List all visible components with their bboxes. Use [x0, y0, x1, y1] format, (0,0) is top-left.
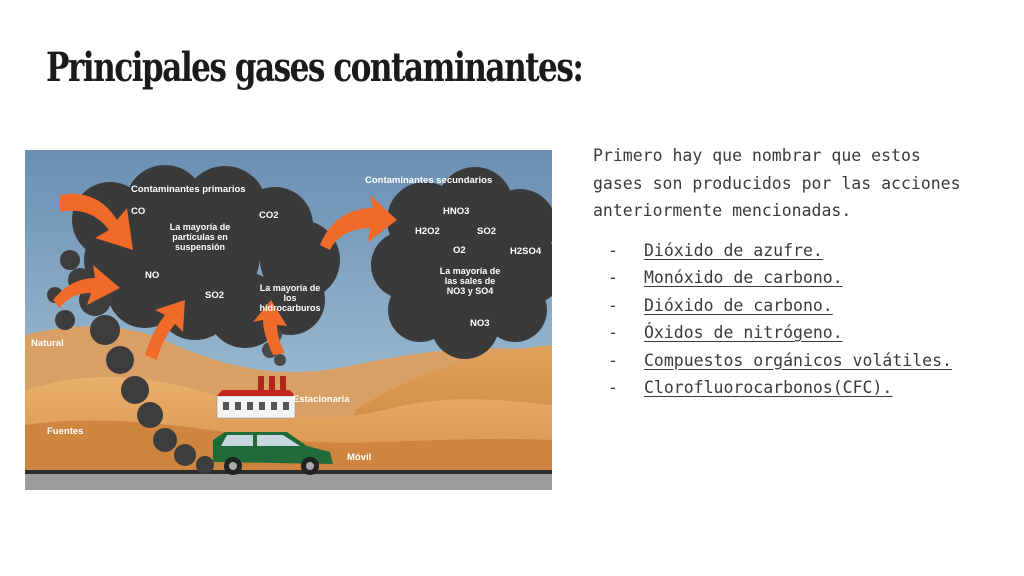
list-item: - Monóxido de carbono. — [608, 268, 843, 287]
label-hydro-2: los — [283, 293, 297, 303]
label-co: CO — [131, 206, 146, 217]
gas-link-carbon-monoxide[interactable]: Monóxido de carbono. — [644, 268, 843, 287]
label-particles-2: partículas en — [172, 232, 228, 242]
label-salts-3: NO3 y SO4 — [446, 286, 494, 296]
primary-header: Contaminantes primarios — [131, 184, 246, 195]
gas-link-cfc[interactable]: Clorofluorocarbonos(CFC). — [644, 378, 893, 397]
label-so2-secondary: SO2 — [477, 226, 497, 237]
secondary-pollutants-cloud — [371, 167, 552, 359]
road — [25, 472, 552, 490]
label-no3: NO3 — [470, 318, 490, 329]
label-salts-2: las sales de — [444, 276, 496, 286]
gas-link-sulfur-dioxide[interactable]: Dióxido de azufre. — [644, 240, 823, 260]
label-co2: CO2 — [259, 210, 279, 221]
label-h2so4: H2SO4 — [510, 246, 542, 257]
label-hydro-3: hidrocarburos — [259, 303, 321, 313]
secondary-header: Contaminantes secundarios — [365, 175, 493, 186]
list-item: - Óxidos de nitrógeno. — [608, 323, 843, 342]
pollution-diagram — [25, 150, 552, 490]
gas-link-nitrogen-oxides[interactable]: Óxidos de nitrógeno. — [644, 323, 843, 342]
label-particles-1: La mayoría de — [169, 222, 231, 232]
label-hno3: HNO3 — [443, 206, 470, 217]
label-particles-3: suspensión — [174, 242, 226, 252]
label-movil: Móvil — [347, 452, 372, 463]
label-so2: SO2 — [205, 290, 225, 301]
label-o2: O2 — [453, 245, 466, 256]
label-hydro-1: La mayoría de — [259, 283, 321, 293]
list-item: - Clorofluorocarbonos(CFC). — [608, 378, 893, 397]
slide-title: Principales gases contaminantes: — [46, 44, 583, 91]
label-h2o2: H2O2 — [415, 226, 440, 237]
list-item: - Compuestos orgánicos volátiles. — [608, 350, 952, 370]
list-item: - Dióxido de carbono. — [608, 295, 833, 315]
label-salts-1: La mayoría de — [439, 266, 501, 276]
label-no: NO — [145, 270, 160, 281]
label-natural: Natural — [31, 338, 64, 349]
content-panel — [593, 142, 973, 402]
label-fuentes: Fuentes — [47, 426, 84, 437]
gas-list — [593, 237, 973, 402]
gas-link-vocs[interactable]: Compuestos orgánicos volátiles. — [644, 350, 952, 370]
label-estacionaria: Estacionaria — [293, 394, 350, 405]
gas-link-carbon-dioxide[interactable]: Dióxido de carbono. — [644, 295, 833, 315]
intro-paragraph: Primero hay que nombrar que estos gases son producidos por las acciones anteriormente mencionadas. — [593, 146, 961, 220]
list-item: - Dióxido de azufre. — [608, 240, 823, 260]
